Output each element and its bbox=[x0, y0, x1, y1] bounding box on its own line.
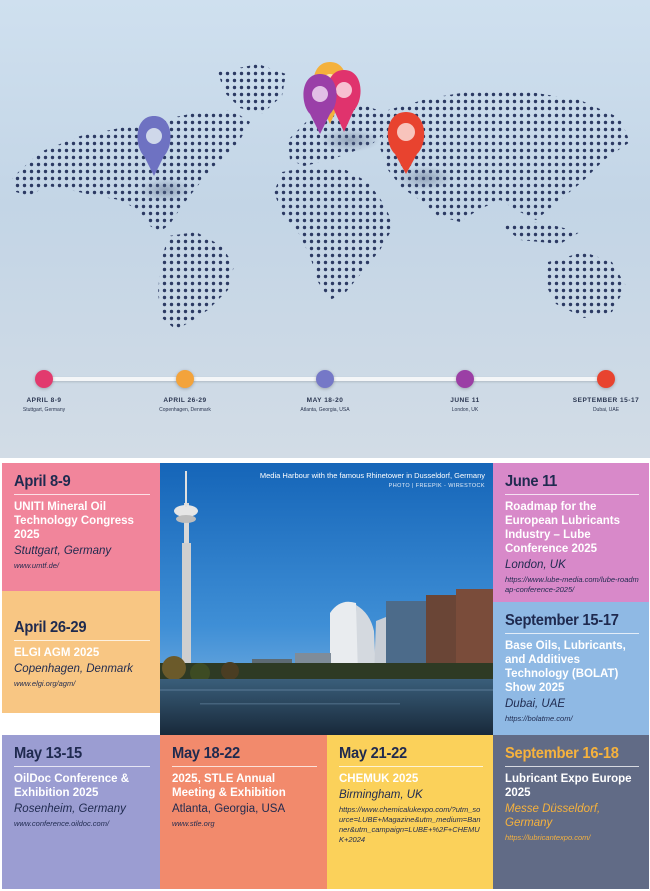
event-title: 2025, STLE Annual Meeting & Exhibition bbox=[172, 773, 286, 799]
event-location: Atlanta, Georgia, USA bbox=[172, 803, 286, 815]
event-date: May 13-15 bbox=[14, 745, 82, 762]
event-location: Rosenheim, Germany bbox=[14, 803, 126, 815]
timeline-location: Atlanta, Georgia, USA bbox=[300, 407, 350, 413]
event-title: Roadmap for the European Lubricants Industry – Lube Conference 2025 bbox=[505, 501, 621, 555]
event-location: Dubai, UAE bbox=[505, 698, 566, 710]
timeline-date: APRIL 8-9 bbox=[26, 397, 62, 404]
asia-shape bbox=[380, 90, 630, 222]
africa-shape bbox=[274, 166, 394, 300]
event-card-bolat bbox=[493, 602, 649, 735]
event-card-uniti bbox=[2, 463, 160, 591]
event-link[interactable]: https://bolatme.com/ bbox=[505, 714, 573, 723]
timeline-location: Dubai, UAE bbox=[592, 407, 620, 413]
timeline-location: London, UK bbox=[451, 407, 479, 413]
event-link[interactable]: www.stle.org bbox=[172, 819, 215, 828]
event-date: September 15-17 bbox=[505, 612, 619, 629]
event-link[interactable]: www.umtf.de/ bbox=[14, 561, 60, 570]
event-card-oildoc bbox=[2, 735, 160, 889]
event-location: Stuttgart, Germany bbox=[14, 545, 112, 557]
timeline-dot bbox=[176, 370, 194, 388]
timeline-dot bbox=[597, 370, 615, 388]
divider bbox=[14, 766, 150, 767]
event-link[interactable]: www.elgi.org/agm/ bbox=[14, 679, 76, 688]
event-link[interactable]: https://www.lube-media.com/lube-roadmap-conference-2025/ bbox=[505, 575, 639, 594]
divider bbox=[172, 766, 317, 767]
rhinetower-image bbox=[160, 463, 493, 735]
event-title: UNITI Mineral Oil Technology Congress 2025 bbox=[14, 501, 134, 541]
timeline-date: SEPTEMBER 15-17 bbox=[572, 397, 640, 404]
event-card-chemuk bbox=[327, 735, 493, 889]
divider bbox=[505, 766, 639, 767]
event-date: May 18-22 bbox=[172, 745, 240, 762]
event-date: April 26-29 bbox=[14, 619, 87, 636]
event-date: June 11 bbox=[505, 473, 558, 490]
event-link[interactable]: www.conference.oildoc.com/ bbox=[14, 819, 110, 828]
event-card-lubricant-expo bbox=[493, 735, 649, 889]
event-location: Copenhagen, Denmark bbox=[14, 663, 133, 675]
event-title: CHEMUK 2025 bbox=[339, 773, 419, 785]
event-link[interactable]: https://lubricantexpo.com/ bbox=[505, 833, 591, 842]
australia-shape bbox=[544, 252, 626, 318]
event-date: May 21-22 bbox=[339, 745, 407, 762]
divider bbox=[14, 640, 150, 641]
event-title: Base Oils, Lubricants, and Additives Technology (BOLAT) Show 2025 bbox=[505, 640, 626, 694]
photo-caption: Media Harbour with the famous Rhinetower in Dusseldorf, Germany bbox=[259, 471, 485, 480]
event-card-stle bbox=[160, 735, 327, 889]
timeline-dot bbox=[316, 370, 334, 388]
south-america-shape bbox=[158, 232, 234, 330]
islands-shape bbox=[500, 222, 580, 244]
photo-credit: PHOTO | FREEPIK - WIRESTOCK bbox=[388, 483, 485, 489]
divider bbox=[505, 494, 639, 495]
divider bbox=[14, 494, 150, 495]
event-location: London, UK bbox=[505, 559, 566, 571]
dusseldorf-photo bbox=[160, 463, 493, 735]
event-location: Messe Düsseldorf, Germany bbox=[505, 803, 601, 829]
greenland-shape bbox=[218, 64, 286, 114]
event-card-roadmap bbox=[493, 463, 649, 602]
timeline-location: Copenhagen, Denmark bbox=[159, 407, 211, 413]
timeline-dot bbox=[456, 370, 474, 388]
timeline-date: MAY 18-20 bbox=[306, 397, 344, 404]
event-title: ELGI AGM 2025 bbox=[14, 647, 100, 659]
divider bbox=[339, 766, 483, 767]
timeline bbox=[0, 365, 650, 425]
timeline-date: JUNE 11 bbox=[450, 397, 480, 404]
event-title: Lubricant Expo Europe 2025 bbox=[505, 773, 632, 799]
event-date: September 16-18 bbox=[505, 745, 619, 762]
divider bbox=[505, 633, 639, 634]
event-card-elgi bbox=[2, 591, 160, 713]
timeline-location: Stuttgart, Germany bbox=[22, 407, 66, 413]
event-link[interactable]: https://www.chemicalukexpo.com/?utm_source=LUBE+Magazine&utm_medium=Banner&utm_campaign=LUBE+%2F+CHEMUK+2024 bbox=[339, 805, 481, 844]
event-title: OilDoc Conference & Exhibition 2025 bbox=[14, 773, 130, 799]
event-date: April 8-9 bbox=[14, 473, 71, 490]
timeline-dot bbox=[35, 370, 53, 388]
event-location: Birmingham, UK bbox=[339, 789, 423, 801]
timeline-date: APRIL 26-29 bbox=[163, 397, 207, 404]
north-america-shape bbox=[12, 110, 250, 232]
